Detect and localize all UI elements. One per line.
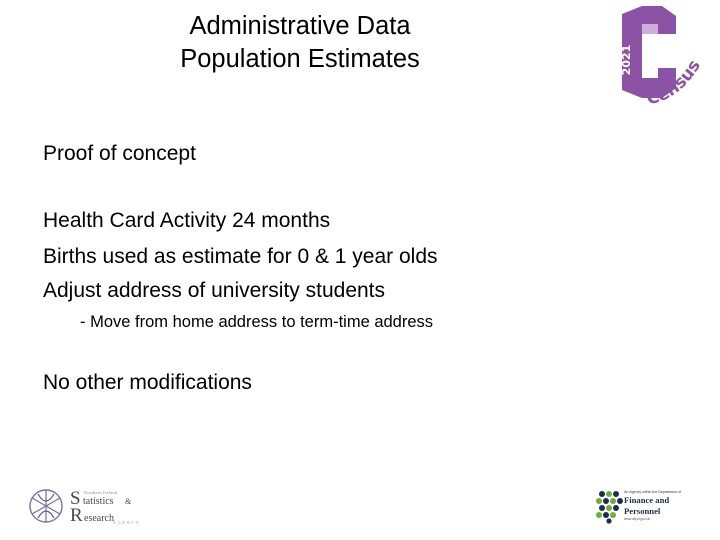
title-line-1: Administrative Data [189,12,411,40]
slide-title [120,10,480,76]
nisra-top-line: Northern Ireland [84,490,118,495]
dfp-emblem-icon [594,488,624,524]
dfp-agency-line: An Agency within the Department of [624,490,682,494]
nisra-ampersand: & [125,497,132,506]
dfp-name-line-2: Personnel [624,505,661,516]
title-line-2: Population Estimates [180,45,420,73]
dfp-logo [594,484,704,528]
nisra-letter-r: R [70,505,83,526]
census-word: Census [644,56,705,110]
nisra-logo [24,484,141,528]
sub-bullet-term-time-address: - Move from home address to term-time address [80,313,434,331]
dfp-name-line-1: Finance and [624,495,670,505]
nisra-statistics: tatistics [83,496,114,507]
dfp-name [624,495,669,516]
census-year: 2021 [620,44,633,76]
bullet-health-card: Health Card Activity 24 months [43,209,331,232]
nisra-letter-s: S [70,488,81,509]
nisra-emblem-icon [24,484,68,528]
nisra-agency: AGENCY [113,520,141,525]
no-other-modifications-text: No other modifications [43,371,252,394]
census-2021-logo [606,4,718,110]
bullet-university-students: Adjust address of university students [43,279,386,302]
nisra-research: esearch [84,513,114,524]
dfp-url: www.dfpni.gov.uk [624,517,651,521]
proof-of-concept-text: Proof of concept [43,142,196,165]
census-c-highlight [642,24,658,34]
bullet-births: Births used as estimate for 0 & 1 year olds [43,245,438,268]
